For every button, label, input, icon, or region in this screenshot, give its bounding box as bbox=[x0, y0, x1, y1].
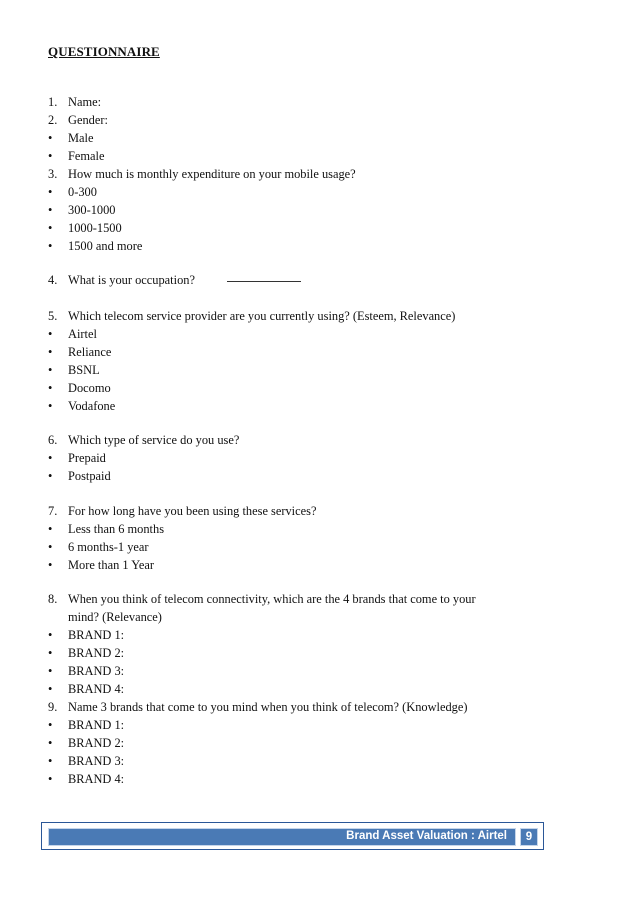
line-text: More than 1 Year bbox=[68, 558, 155, 572]
occupation-answer-blank bbox=[227, 280, 301, 282]
questionnaire-line bbox=[48, 184, 97, 200]
bullet-marker: • bbox=[48, 628, 53, 642]
questionnaire-line bbox=[48, 308, 455, 324]
questionnaire-line bbox=[48, 753, 124, 769]
questionnaire-line bbox=[48, 130, 93, 146]
questionnaire-line bbox=[48, 521, 164, 537]
line-text: BRAND 1: bbox=[68, 628, 125, 642]
questionnaire-line bbox=[48, 220, 122, 236]
line-text: 300-1000 bbox=[68, 203, 116, 217]
bullet-marker: • bbox=[48, 664, 53, 678]
line-text: 1000-1500 bbox=[68, 221, 122, 235]
bullet-marker: • bbox=[48, 363, 53, 377]
questionnaire-line bbox=[48, 450, 106, 466]
line-text: Docomo bbox=[68, 381, 111, 395]
questionnaire-line bbox=[48, 609, 162, 625]
line-text: BRAND 2: bbox=[68, 736, 125, 750]
bullet-marker: • bbox=[48, 522, 53, 536]
questionnaire-line bbox=[48, 326, 97, 342]
line-text: BRAND 3: bbox=[68, 664, 125, 678]
line-text: Less than 6 months bbox=[68, 522, 165, 536]
questionnaire-line bbox=[48, 380, 111, 396]
line-text: Reliance bbox=[68, 345, 112, 359]
item-number: 8. bbox=[48, 592, 58, 606]
page-title: QUESTIONNAIRE bbox=[48, 44, 160, 59]
questionnaire-line bbox=[48, 681, 124, 697]
item-number: 9. bbox=[48, 700, 58, 714]
questionnaire-line bbox=[48, 771, 124, 787]
questionnaire-line bbox=[48, 344, 111, 360]
questionnaire-line bbox=[48, 645, 124, 661]
bullet-marker: • bbox=[48, 399, 53, 413]
line-text: 6 months-1 year bbox=[68, 540, 149, 554]
bullet-marker: • bbox=[48, 754, 53, 768]
questionnaire-line bbox=[48, 148, 104, 164]
bullet-marker: • bbox=[48, 451, 53, 465]
questionnaire-line bbox=[48, 272, 301, 288]
line-text: BRAND 4: bbox=[68, 682, 125, 696]
bullet-marker: • bbox=[48, 736, 53, 750]
bullet-marker: • bbox=[48, 772, 53, 786]
bullet-marker: • bbox=[48, 131, 53, 145]
questionnaire-line bbox=[48, 539, 149, 555]
bullet-marker: • bbox=[48, 682, 53, 696]
item-number: 6. bbox=[48, 433, 58, 447]
item-number: 7. bbox=[48, 504, 58, 518]
bullet-marker: • bbox=[48, 646, 53, 660]
questionnaire-line bbox=[48, 717, 124, 733]
line-text: BRAND 3: bbox=[68, 754, 125, 768]
line-text: For how long have you been using these services? bbox=[68, 504, 317, 518]
bullet-marker: • bbox=[48, 185, 53, 199]
questionnaire-line bbox=[48, 468, 111, 484]
line-text: How much is monthly expenditure on your mobile usage? bbox=[68, 167, 356, 181]
line-text: 0-300 bbox=[68, 185, 97, 199]
item-number: 3. bbox=[48, 167, 58, 181]
line-text: Prepaid bbox=[68, 451, 106, 465]
questionnaire-line bbox=[48, 503, 316, 519]
item-number: 2. bbox=[48, 113, 58, 127]
questionnaire-line bbox=[48, 557, 154, 573]
bullet-marker: • bbox=[48, 345, 53, 359]
bullet-marker: • bbox=[48, 540, 53, 554]
item-number: 4. bbox=[48, 273, 58, 287]
line-text: Gender: bbox=[68, 113, 108, 127]
questionnaire-line bbox=[48, 112, 108, 128]
questionnaire-line bbox=[48, 735, 124, 751]
questionnaire-line bbox=[48, 699, 468, 715]
bullet-marker: • bbox=[48, 239, 53, 253]
questionnaire-line bbox=[48, 591, 476, 607]
questionnaire-line bbox=[48, 166, 356, 182]
bullet-marker: • bbox=[48, 718, 53, 732]
line-text: Name 3 brands that come to you mind when you think of telecom? (Knowledge) bbox=[68, 700, 468, 714]
line-text: Female bbox=[68, 149, 105, 163]
line-text: Male bbox=[68, 131, 94, 145]
questionnaire-line bbox=[48, 362, 100, 378]
footer-bar bbox=[48, 828, 516, 846]
line-text: What is your occupation? bbox=[68, 273, 195, 287]
line-text: Postpaid bbox=[68, 469, 111, 483]
line-text: BRAND 2: bbox=[68, 646, 125, 660]
line-text: BSNL bbox=[68, 363, 100, 377]
line-text: Which type of service do you use? bbox=[68, 433, 240, 447]
questionnaire-line bbox=[48, 398, 115, 414]
bullet-marker: • bbox=[48, 558, 53, 572]
line-text: Vodafone bbox=[68, 399, 116, 413]
questionnaire-line bbox=[48, 238, 142, 254]
item-number: 5. bbox=[48, 309, 58, 323]
page-number: 9 bbox=[520, 828, 538, 846]
questionnaire-line bbox=[48, 663, 124, 679]
footer-label: Brand Asset Valuation : Airtel bbox=[346, 830, 507, 842]
bullet-marker: • bbox=[48, 469, 53, 483]
line-text: Airtel bbox=[68, 327, 97, 341]
questionnaire-line bbox=[48, 94, 101, 110]
line-text: mind? (Relevance) bbox=[68, 610, 162, 624]
questionnaire-line bbox=[48, 432, 239, 448]
item-number: 1. bbox=[48, 95, 58, 109]
line-text: 1500 and more bbox=[68, 239, 143, 253]
bullet-marker: • bbox=[48, 327, 53, 341]
line-text: When you think of telecom connectivity, which are the 4 brands that come to your bbox=[68, 592, 476, 606]
line-text: Which telecom service provider are you currently using? (Esteem, Relevance) bbox=[68, 309, 456, 323]
line-text: Name: bbox=[68, 95, 102, 109]
bullet-marker: • bbox=[48, 149, 53, 163]
line-text: BRAND 4: bbox=[68, 772, 125, 786]
page-footer bbox=[41, 822, 544, 850]
bullet-marker: • bbox=[48, 381, 53, 395]
bullet-marker: • bbox=[48, 221, 53, 235]
questionnaire-line bbox=[48, 202, 116, 218]
line-text: BRAND 1: bbox=[68, 718, 125, 732]
questionnaire-line bbox=[48, 627, 124, 643]
bullet-marker: • bbox=[48, 203, 53, 217]
